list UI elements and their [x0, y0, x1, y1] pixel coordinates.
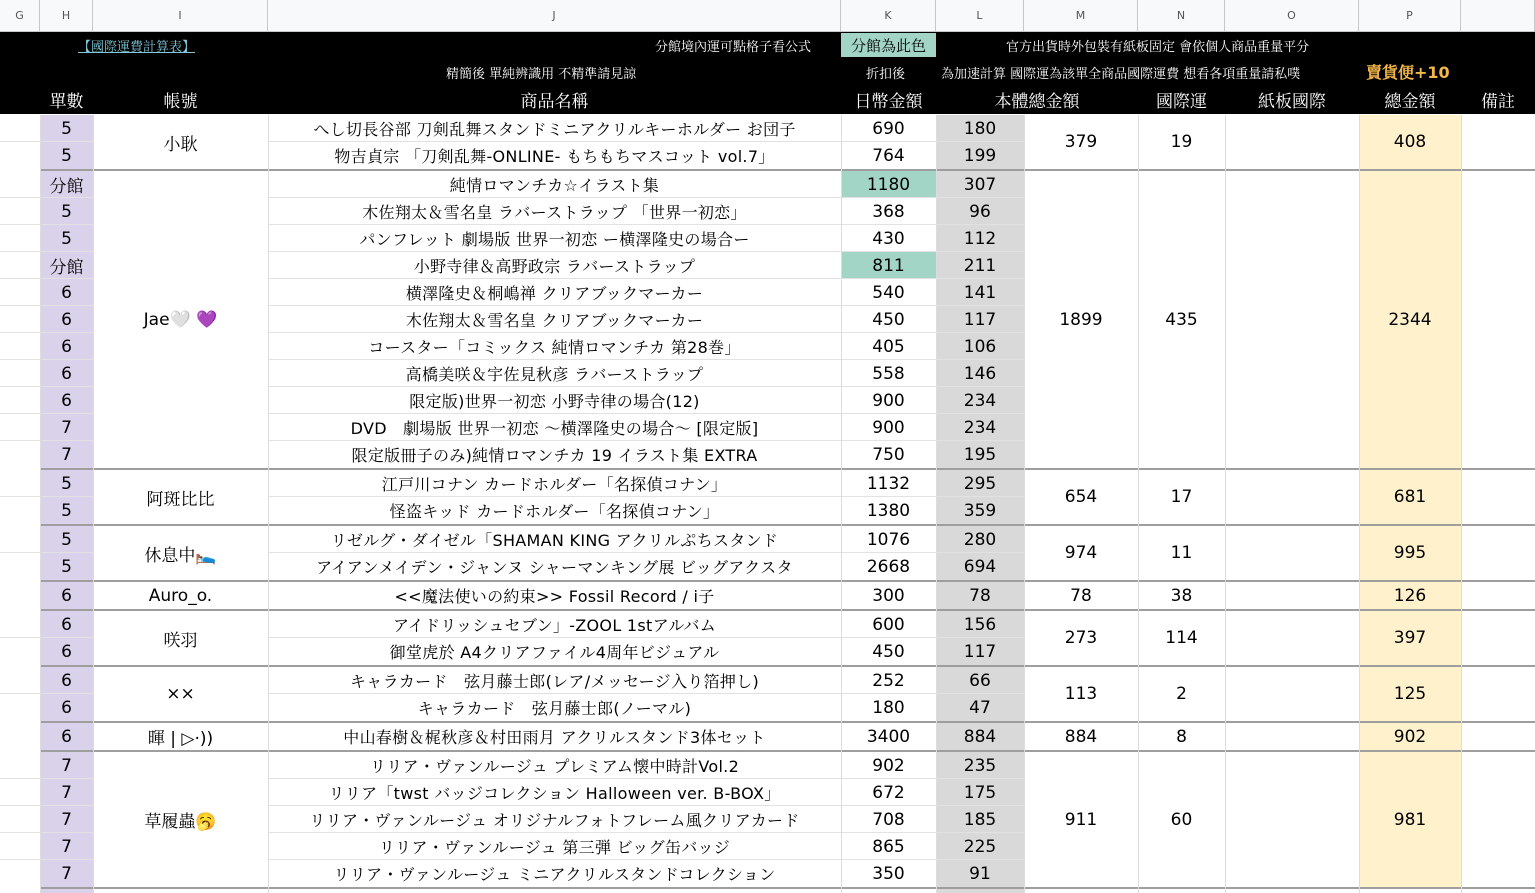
jpy-amount-cell[interactable]: 450 [872, 641, 905, 662]
body-amount-cell[interactable]: 141 [963, 282, 997, 303]
account-cell[interactable]: Auro_o. [148, 585, 213, 606]
row-separator [0, 440, 40, 441]
product-name-cell[interactable]: リリア・ヴァンルージュ ミニアクリルスタンドコレクション [333, 865, 776, 884]
remarks-cell[interactable] [1461, 723, 1535, 750]
column-label: 商品名稱 [520, 91, 589, 112]
jpy-amount-cell[interactable]: 558 [872, 363, 905, 384]
column-label: 本體總金額 [994, 91, 1080, 112]
column-gridline [1225, 115, 1226, 893]
product-name-cell[interactable]: 木佐翔太＆雪名皇 ラバーストラップ 「世界一初恋」 [362, 203, 747, 222]
row-separator [0, 805, 40, 806]
column-header-i[interactable]: I [93, 0, 268, 32]
grand-total-cell[interactable]: 902 [1393, 726, 1427, 747]
subtotal-cell[interactable]: 974 [1064, 543, 1098, 563]
column-label: 總金額 [1384, 91, 1436, 112]
body-amount-cell[interactable]: 280 [963, 529, 997, 550]
remarks-cell[interactable] [1461, 611, 1535, 665]
remarks-cell[interactable] [1461, 171, 1535, 468]
row-separator [0, 552, 40, 553]
column-label: 國際運 [1156, 91, 1207, 112]
jpy-amount-cell[interactable]: 764 [872, 145, 905, 166]
account-cell[interactable]: 小耿 [163, 134, 198, 155]
note-simplified [446, 61, 636, 83]
product-name-cell[interactable]: キャラカード 弦月藤士郎(レア/メッセージ入り箔押し) [349, 672, 759, 691]
product-name-cell[interactable]: キャラカード 弦月藤士郎(ノーマル) [417, 699, 692, 718]
grand-total-cell[interactable]: 2344 [1388, 309, 1432, 330]
column-header-h[interactable]: H [40, 0, 93, 32]
order-count-cell[interactable]: 5 [40, 115, 93, 142]
note-packaging [1006, 34, 1309, 56]
row-separator [0, 637, 40, 638]
subtotal-cell[interactable]: 273 [1064, 628, 1098, 648]
note-seller-fee-text: 賣貨便+10 [1366, 62, 1450, 82]
jpy-amount-cell[interactable]: 300 [872, 585, 905, 606]
jpy-amount-cell[interactable]: 252 [872, 670, 905, 691]
column-header-k[interactable]: K [841, 0, 936, 32]
order-count-cell[interactable]: 7 [40, 779, 93, 806]
branch-color-legend [841, 33, 936, 57]
order-count-cell[interactable]: 6 [40, 667, 93, 694]
row-separator [0, 305, 40, 306]
cardboard-intl-cell[interactable] [1225, 526, 1359, 580]
row-separator [0, 251, 40, 252]
product-name-cell[interactable]: コースター「コミックス 純情ロマンチカ 第28巻」 [368, 338, 741, 357]
subtotal-cell[interactable]: 1899 [1059, 309, 1103, 330]
product-name-cell[interactable]: 限定版)世界一初恋 小野寺律の場合(12) [409, 392, 700, 411]
remarks-cell[interactable] [1461, 582, 1535, 609]
jpy-amount-cell[interactable]: 750 [872, 444, 905, 465]
account-cell[interactable]: ×× [166, 684, 195, 704]
intl-shipping-cell[interactable]: 60 [1170, 809, 1193, 830]
column-header-g[interactable]: G [0, 0, 40, 32]
order-count-cell[interactable]: 6 [40, 333, 93, 360]
note-intl [941, 61, 1300, 83]
body-amount-cell[interactable]: 199 [963, 145, 997, 166]
note-intl-text: 為加速計算 國際運為該單全商品國際運費 想看各項重量請私噗 [941, 66, 1301, 82]
product-name-cell[interactable]: リゼルグ・ダイゼル「SHAMAN KING アクリルぷちスタンド [330, 531, 779, 550]
body-amount-cell[interactable]: 117 [963, 641, 997, 662]
row-separator [0, 832, 40, 833]
order-count-cell[interactable]: 7 [40, 806, 93, 833]
jpy-amount-cell[interactable]: 1076 [866, 529, 911, 550]
body-amount-cell[interactable]: 185 [963, 809, 997, 830]
remarks-cell[interactable] [1461, 470, 1535, 524]
cardboard-intl-cell[interactable] [1225, 752, 1359, 887]
product-name-cell[interactable]: 限定版冊子のみ)純情ロマンチカ 19 イラスト集 EXTRA [351, 446, 758, 465]
subtotal-cell[interactable]: 884 [1064, 726, 1098, 747]
order-count-cell[interactable]: 5 [40, 470, 93, 497]
product-name-cell[interactable]: <<魔法使いの約束>> Fossil Record / i子 [394, 587, 715, 606]
order-count-cell[interactable]: 6 [40, 279, 93, 306]
account-cell[interactable]: 咲羽 [163, 630, 198, 651]
order-count-cell[interactable]: 分館 [40, 252, 93, 279]
product-name-cell[interactable]: 怪盗キッド カードホルダー「名探偵コナン」 [389, 502, 720, 521]
body-amount-cell[interactable]: 211 [963, 255, 997, 276]
account-cell[interactable]: 阿斑比比 [146, 489, 215, 510]
grand-total-cell[interactable]: 125 [1393, 684, 1427, 704]
body-amount-cell[interactable]: 175 [963, 782, 997, 803]
body-amount-cell[interactable]: 78 [969, 585, 991, 606]
row-separator [0, 278, 40, 279]
account-cell[interactable]: 草履蟲🥱 [144, 812, 217, 832]
intl-shipping-cell[interactable]: 8 [1176, 726, 1187, 747]
jpy-amount-cell[interactable]: 3400 [866, 726, 911, 747]
jpy-amount-cell[interactable]: 180 [872, 697, 905, 718]
cardboard-intl-cell[interactable] [1225, 470, 1359, 524]
column-gridline [1461, 115, 1462, 893]
product-name-cell[interactable]: 中山春樹＆梶秋彦＆村田雨月 アクリルスタンド3体セット [343, 728, 766, 747]
subtotal-cell[interactable]: 113 [1064, 684, 1098, 704]
row-separator [0, 332, 40, 333]
product-name-cell[interactable]: リリア「twst バッジコレクション Halloween ver. B-BOX」 [328, 784, 781, 803]
column-gridline [1138, 115, 1139, 893]
product-name-cell[interactable]: パンフレット 劇場版 世界一初恋 ー横澤隆史の場合ー [359, 230, 750, 249]
body-amount-cell[interactable]: 307 [963, 174, 997, 195]
jpy-amount-cell[interactable]: 368 [872, 201, 905, 222]
body-amount-cell[interactable]: 694 [963, 556, 997, 577]
column-gridline [1024, 115, 1025, 893]
intl-shipping-cell[interactable]: 435 [1165, 309, 1198, 330]
note-simplified-text: 精簡後 單純辨識用 不精準請見諒 [446, 66, 637, 82]
grand-total-cell[interactable]: 397 [1393, 628, 1427, 648]
body-amount-cell[interactable]: 234 [963, 417, 997, 438]
order-count-cell[interactable]: 5 [40, 526, 93, 553]
body-amount-cell[interactable]: 195 [963, 444, 997, 465]
note-discount [866, 61, 905, 83]
body-amount-cell[interactable]: 884 [963, 726, 997, 747]
product-name-cell[interactable]: へし切長谷部 刀剣乱舞スタンドミニアクリルキーホルダー お団子 [313, 120, 796, 139]
product-name-cell[interactable]: リリア・ヴァンルージュ オリジナルフォトフレーム風クリアカード [309, 811, 800, 830]
jpy-amount-cell[interactable]: 1132 [866, 473, 911, 494]
column-header-j[interactable]: J [268, 0, 841, 32]
intl-shipping-cell[interactable]: 114 [1165, 628, 1198, 648]
cardboard-intl-cell[interactable] [1225, 611, 1359, 665]
order-count-bg [40, 889, 93, 893]
order-count-cell[interactable]: 5 [40, 497, 93, 524]
column-header-n[interactable]: N [1138, 0, 1225, 32]
title-link-text[interactable]: 【國際運費計算表】 [78, 39, 196, 55]
row-separator [0, 141, 40, 142]
note-packaging-text: 官方出貨時外包裝有紙板固定 會依個人商品重量平分 [1006, 39, 1310, 55]
column-label: 紙板國際 [1258, 91, 1326, 112]
column-header-o[interactable]: O [1225, 0, 1359, 32]
product-name-cell[interactable]: 横澤隆史＆桐嶋禅 クリアブックマーカー [405, 284, 704, 303]
jpy-amount-cell[interactable]: 1380 [866, 500, 911, 521]
column-label: 日幣金額 [854, 91, 923, 112]
order-count-cell[interactable]: 6 [40, 723, 93, 750]
subtotal-cell[interactable]: 379 [1064, 132, 1098, 152]
body-amount-cell[interactable]: 234 [963, 390, 997, 411]
body-amount-cell[interactable]: 112 [963, 228, 997, 249]
order-count-cell[interactable]: 6 [40, 306, 93, 333]
column-header-l[interactable]: L [936, 0, 1024, 32]
body-amount-bg [936, 889, 1024, 893]
row-separator [0, 386, 40, 387]
row-separator [0, 778, 40, 779]
grand-total-cell[interactable]: 126 [1393, 585, 1427, 606]
column-header-p[interactable]: P [1359, 0, 1461, 32]
note-formula-text: 分館境內運可點格子看公式 [655, 39, 812, 55]
body-amount-cell[interactable]: 295 [963, 473, 997, 494]
body-amount-cell[interactable]: 66 [969, 670, 991, 691]
column-header-blank [1461, 0, 1535, 32]
body-amount-cell[interactable]: 91 [969, 863, 991, 884]
row-separator [0, 496, 40, 497]
jpy-amount-cell[interactable]: 900 [872, 417, 905, 438]
grand-total-cell[interactable]: 981 [1393, 809, 1427, 830]
body-amount-cell[interactable]: 117 [963, 309, 997, 330]
order-count-cell[interactable]: 5 [40, 198, 93, 225]
order-count-cell[interactable]: 6 [40, 694, 93, 721]
order-count-cell[interactable]: 7 [40, 441, 93, 468]
order-count-cell[interactable]: 7 [40, 414, 93, 441]
jpy-amount-cell[interactable]: 900 [872, 390, 905, 411]
product-name-cell[interactable]: リリア・ヴァンルージュ 第三弾 ビッグ缶バッジ [378, 838, 731, 857]
grand-total-cell[interactable]: 681 [1393, 487, 1427, 507]
jpy-amount-cell[interactable]: 1180 [841, 171, 936, 198]
jpy-amount-cell[interactable]: 350 [872, 863, 905, 884]
grand-total-cell[interactable]: 408 [1393, 132, 1427, 152]
note-seller-fee [1366, 59, 1450, 83]
column-gridline [841, 115, 842, 893]
order-count-cell[interactable]: 7 [40, 860, 93, 887]
jpy-amount-cell[interactable]: 540 [872, 282, 905, 303]
order-count-cell[interactable]: 5 [40, 142, 93, 169]
order-count-cell[interactable]: 6 [40, 360, 93, 387]
body-amount-cell[interactable]: 180 [963, 118, 997, 139]
jpy-amount-cell[interactable]: 865 [872, 836, 905, 857]
intl-shipping-cell[interactable]: 38 [1170, 585, 1193, 606]
jpy-amount-cell[interactable]: 2668 [866, 556, 911, 577]
body-amount-cell[interactable]: 359 [963, 500, 997, 521]
product-name-cell[interactable]: アイアンメイデン・ジャンヌ シャーマンキング展 ビッグアクスタ [316, 558, 793, 577]
cardboard-intl-cell[interactable] [1225, 115, 1359, 169]
jpy-amount-cell[interactable]: 690 [872, 118, 905, 139]
remarks-cell[interactable] [1461, 752, 1535, 887]
product-name-cell[interactable]: 小野寺律＆高野政宗 ラバーストラップ [413, 257, 696, 276]
cardboard-intl-cell[interactable] [1225, 723, 1359, 750]
title-link[interactable] [78, 34, 195, 56]
intl-shipping-cell[interactable]: 17 [1170, 487, 1193, 507]
jpy-amount-cell[interactable]: 405 [872, 336, 905, 357]
order-count-cell[interactable]: 5 [40, 553, 93, 580]
grand-total-cell[interactable]: 995 [1393, 543, 1427, 563]
body-amount-cell[interactable]: 235 [963, 755, 997, 776]
subtotal-cell[interactable]: 911 [1064, 809, 1098, 830]
row-separator [0, 413, 40, 414]
jpy-amount-cell[interactable]: 450 [872, 309, 905, 330]
product-name-cell[interactable]: DVD 劇場版 世界一初恋 ～横澤隆史の場合～ [限定版] [350, 419, 759, 438]
order-count-cell[interactable]: 分館 [40, 171, 93, 198]
cardboard-intl-cell[interactable] [1225, 171, 1359, 468]
product-name-cell[interactable]: リリア・ヴァンルージュ プレミアム懐中時計Vol.2 [369, 757, 740, 776]
subtotal-cell[interactable]: 78 [1070, 585, 1092, 606]
order-count-cell[interactable]: 7 [40, 833, 93, 860]
row-separator [0, 359, 40, 360]
order-count-cell[interactable]: 7 [40, 752, 93, 779]
jpy-amount-cell[interactable]: 430 [872, 228, 905, 249]
column-gridline [1359, 115, 1360, 893]
body-amount-cell[interactable]: 146 [963, 363, 997, 384]
order-count-cell[interactable]: 6 [40, 387, 93, 414]
account-cell[interactable]: Jae🤍 💜 [143, 309, 218, 330]
branch-color-legend-text: 分館為此色 [850, 36, 926, 55]
body-amount-cell[interactable]: 225 [963, 836, 997, 857]
product-name-cell[interactable]: 物吉貞宗 「刀剣乱舞-ONLINE- もちもちマスコット vol.7」 [334, 147, 775, 166]
order-count-cell[interactable]: 6 [40, 638, 93, 665]
column-gridline [40, 115, 41, 893]
subtotal-cell[interactable]: 654 [1064, 487, 1098, 507]
account-cell[interactable]: 暉 | ▷·)) [147, 729, 214, 749]
body-amount-cell[interactable]: 96 [969, 201, 991, 222]
jpy-amount-cell[interactable]: 600 [872, 614, 905, 635]
jpy-amount-cell[interactable]: 672 [872, 782, 905, 803]
row-separator [0, 859, 40, 860]
body-amount-cell[interactable]: 106 [963, 336, 997, 357]
column-label: 單數 [49, 91, 84, 112]
account-cell[interactable]: 休息中🛌 [144, 545, 217, 566]
column-gridline [936, 115, 937, 893]
order-count-cell[interactable]: 6 [40, 582, 93, 609]
remarks-cell[interactable] [1461, 115, 1535, 169]
product-name-cell[interactable]: アイドリッシュセブン」-ZOOL 1stアルバム [392, 616, 717, 635]
order-count-cell[interactable]: 5 [40, 225, 93, 252]
row-separator [0, 693, 40, 694]
product-name-cell[interactable]: 高橋美咲＆宇佐見秋彦 ラバーストラップ [405, 365, 704, 384]
body-amount-cell[interactable]: 47 [969, 697, 991, 718]
cardboard-intl-cell[interactable] [1225, 582, 1359, 609]
body-amount-cell[interactable]: 156 [963, 614, 997, 635]
group-separator [40, 887, 1535, 889]
intl-shipping-cell[interactable]: 11 [1170, 543, 1193, 563]
jpy-amount-cell[interactable]: 708 [872, 809, 905, 830]
column-header-m[interactable]: M [1024, 0, 1138, 32]
column-label: 帳號 [163, 91, 198, 112]
cardboard-intl-cell[interactable] [1225, 667, 1359, 721]
jpy-amount-cell[interactable]: 811 [841, 252, 936, 279]
row-separator [0, 197, 40, 198]
order-count-cell[interactable]: 6 [40, 611, 93, 638]
column-gridline [93, 115, 94, 893]
intl-shipping-cell[interactable]: 2 [1176, 684, 1187, 704]
note-discount-text: 折扣後 [866, 66, 906, 82]
column-label: 備註 [1481, 91, 1515, 112]
column-gridline [268, 115, 269, 893]
row-separator [0, 224, 40, 225]
note-formula [655, 34, 811, 56]
remarks-cell[interactable] [1461, 667, 1535, 721]
product-name-cell[interactable]: 純情ロマンチカ☆イラスト集 [449, 176, 660, 195]
intl-shipping-cell[interactable]: 19 [1170, 132, 1193, 152]
jpy-amount-cell[interactable]: 902 [872, 755, 905, 776]
remarks-cell[interactable] [1461, 526, 1535, 580]
product-name-cell[interactable]: 江戸川コナン カードホルダー「名探偵コナン」 [381, 475, 728, 494]
product-name-cell[interactable]: 木佐翔太＆雪名皇 クリアブックマーカー [405, 311, 704, 330]
product-name-cell[interactable]: 御堂虎於 A4クリアファイル4周年ビジュアル [389, 643, 720, 662]
